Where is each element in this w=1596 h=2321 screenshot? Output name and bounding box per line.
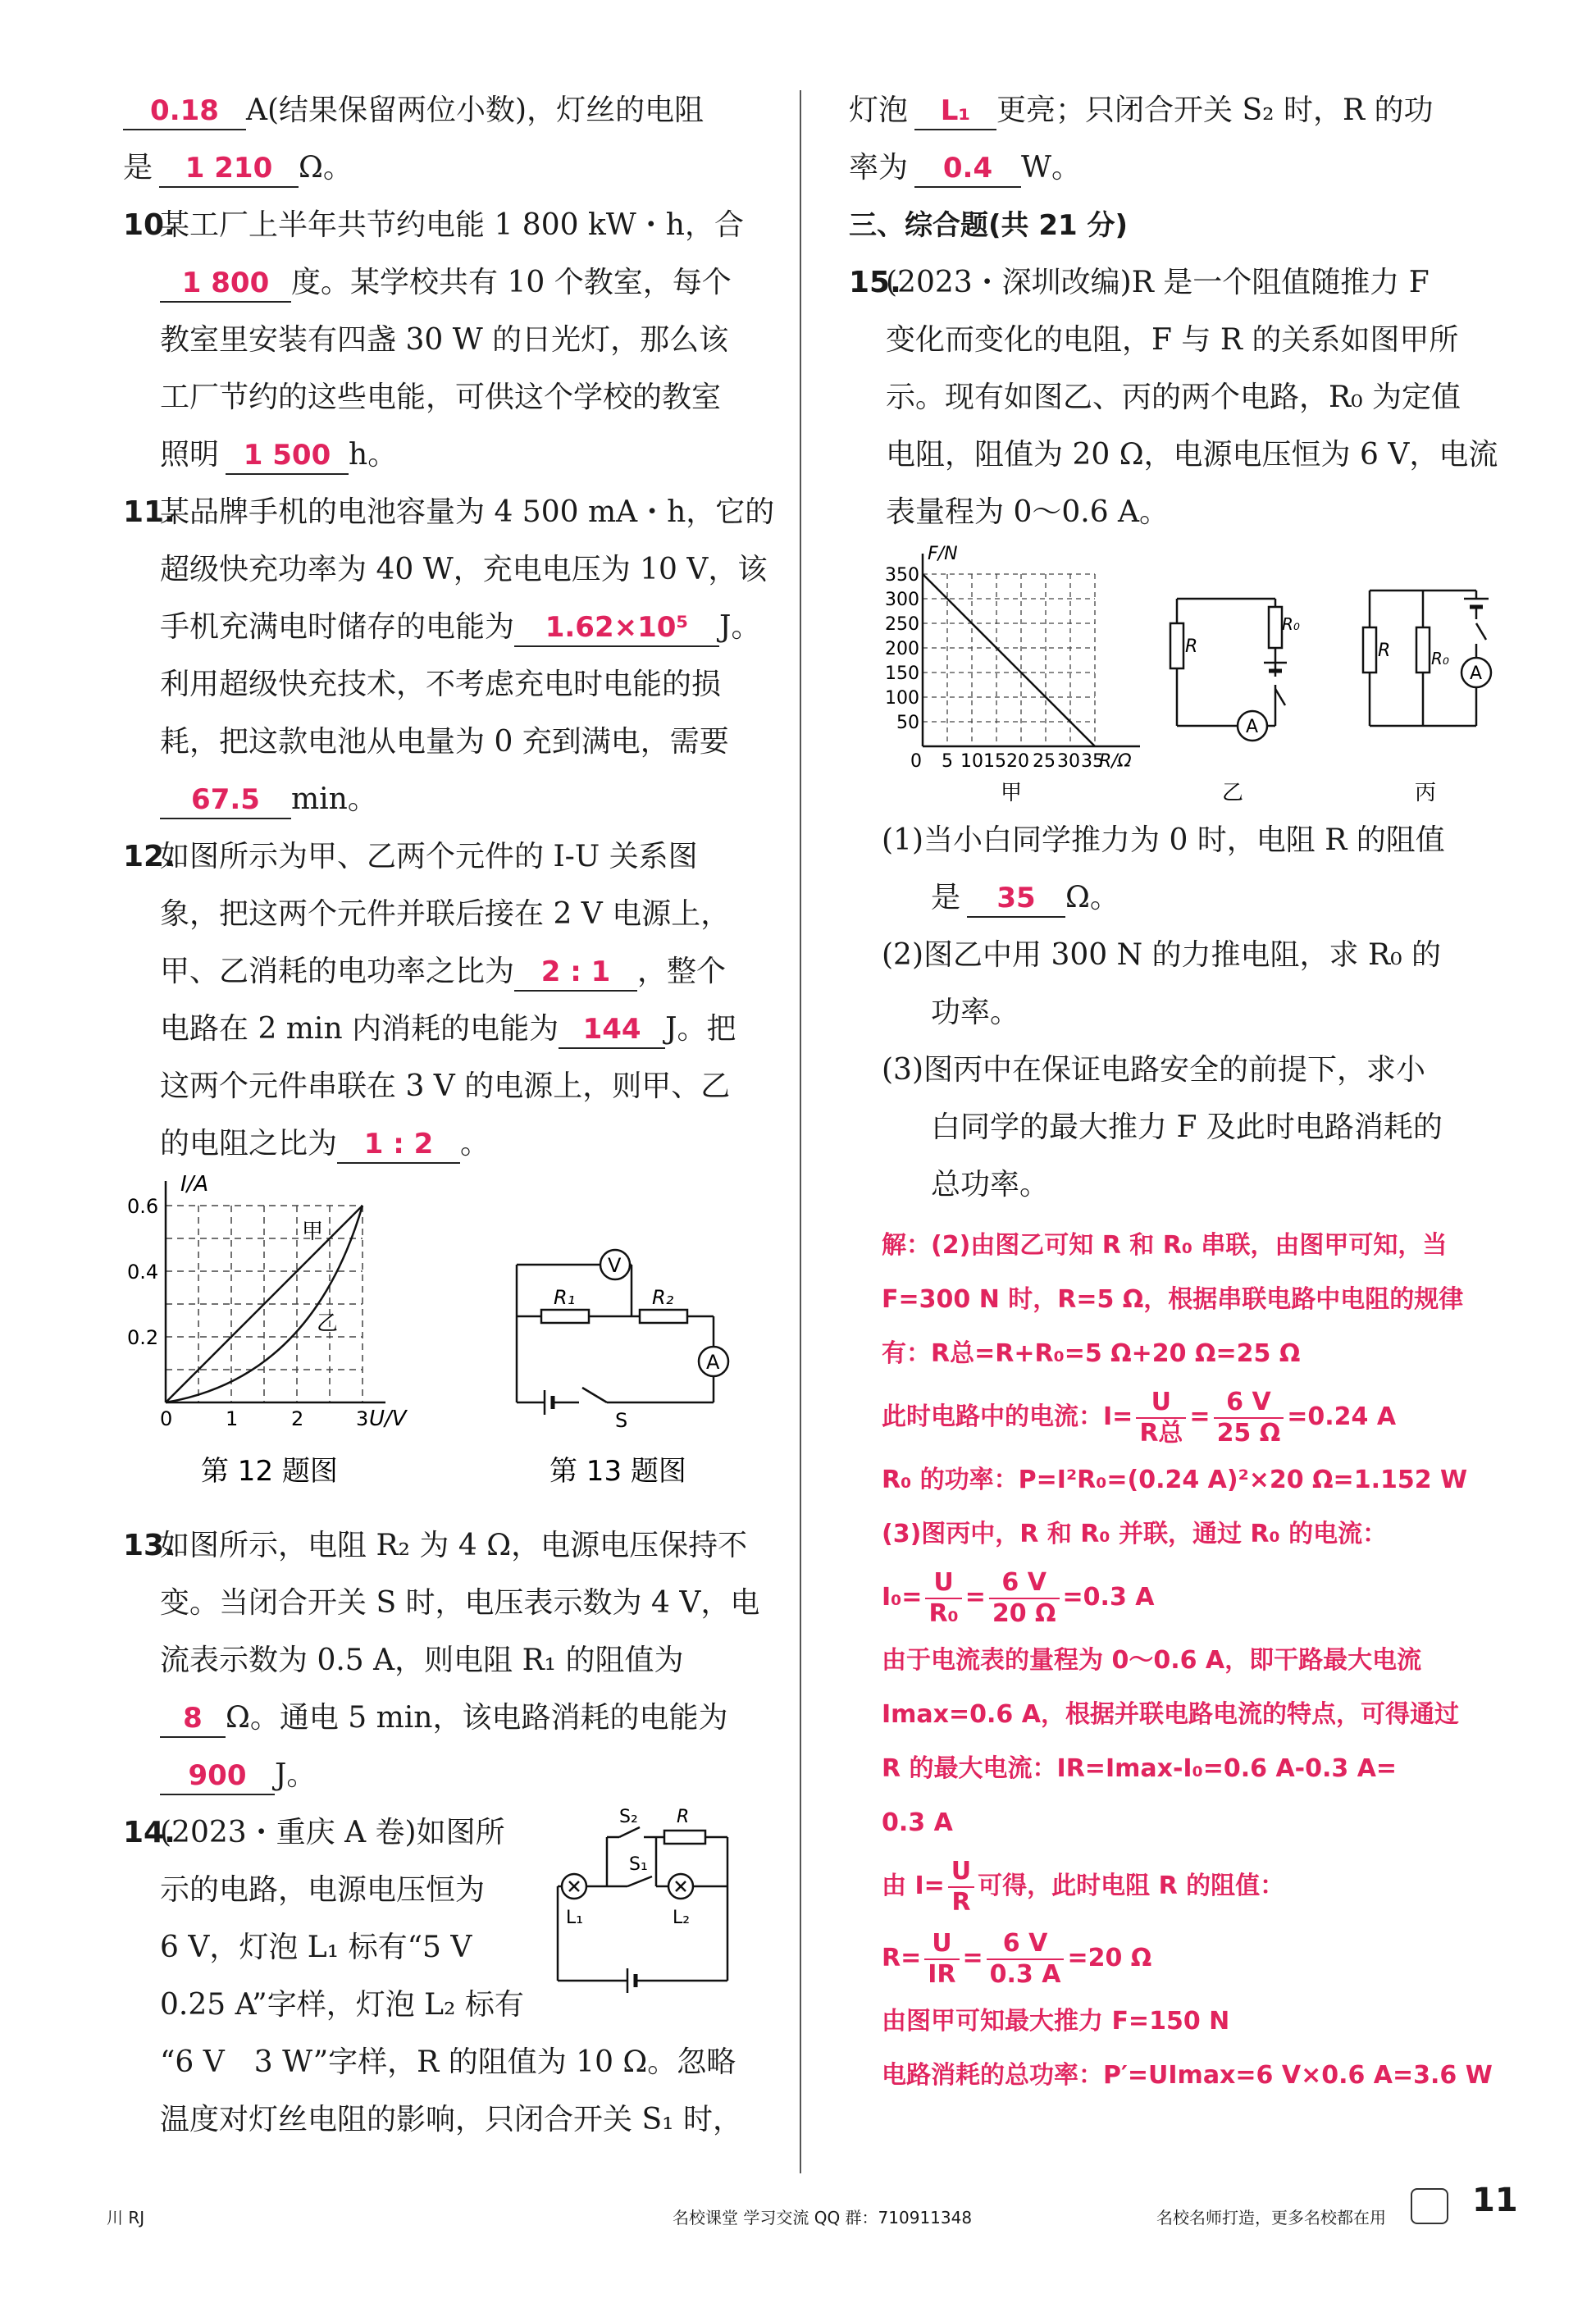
- caption-bing: 丙: [1415, 781, 1437, 805]
- r0-label: R₀: [1282, 614, 1300, 634]
- y-axis-label: F/N: [928, 544, 958, 564]
- x-tick: 20: [1006, 751, 1029, 772]
- question-14: 14.(2023・重庆 A 卷)如图所 示的电路，电源电压恒为 6 V，灯泡 L₁ 标有“5 V 0.25 A”字样，灯泡 L₂ 标有 “6 V 3 W”字样，R 的阻值为 10 Ω。忽略 温度对灯丝电阻的影响，只闭合开关 S₁ 时， S₂ S₁ R L₁ L₂: [123, 1804, 771, 2149]
- question-11: 11.某品牌手机的电池容量为 4 500 mA・h，它的 超级快充功率为 40 W，充电电压为 10 V，该 手机充满电时储存的电能为 1.62×10⁵ J。 利用超级快充技术，不考虑充电时电能的损 耗，把这款电池从电量为 0 充到满电，需要 67.5 min。: [123, 484, 771, 828]
- figure-15-svg: [849, 541, 1501, 812]
- left-column: 0.18 A(结果保留两位小数)，灯丝的电阻 是 1 210 Ω。 10.某工厂上半年共节约电能 1 800 kW・h，合 1 800 度。某学校共有 10 个教室，每个 教室里安装有四盏 30 W 的日光灯，那么该 工厂节约的这些电能，可供这个学校的教室 照明 1 500 h。 11.某品牌手机的电池容量为 4 500 mA・h，它的 超级快充功率为 40 W，充电电压为 10 V，该 手机充满电时储存的电能为 1.62×10⁵ J。 利用超级快充技术，不考虑充电时电能的损 耗，把这款电池从电量为 0 充到满电，需要 67.5 min。 12.如图所示为甲、乙两个元件的 I-U 关系图 象，把这两个元件并联后接在 2 V 电源上， 甲、乙消耗的电功率之比为 2 : 1 ，整个 电路在 2 min 内消耗的电能为 144 J。把 这两个元件串联在 3 V 的电源上，则甲、乙 的电阻之比为 1 : 2 。 I/A U/V 0.6 0.4 0.2 0 1 2 3 甲 乙 第 12 题图 V A R₁ R₂ S 第 13 题图 13.如图所示，电阻 R₂ 为 4 Ω，电源电压保持不 变。当闭合开关 S 时，电压表示数为 4 V，电 流表示数为 0.5 A，则电阻 R₁ 的阻值为 8 Ω。通电 5 min，该电路消耗的电能为 900 J。 14.(2023・重庆 A 卷)如图所 示的电路，电源电压恒为 6 V，灯泡 L₁ 标有“5 V 0.25 A”字样，灯泡 L₂ 标有 “6 V 3 W”字样，R 的阻值为 10 Ω。忽略 温度对灯丝电阻的影响，只闭合开关 S₁ 时， S₂ S₁ R L₁ L₂: [123, 82, 771, 2149]
- r-label: R: [1378, 641, 1391, 661]
- circuit-14: [537, 1804, 750, 1993]
- y-tick: 150: [885, 663, 919, 684]
- r1-label: R₁: [554, 1286, 576, 1309]
- x-tick: 0: [160, 1407, 173, 1430]
- subquestions: (1)当小白同学推力为 0 时，电阻 R 的阻值 是 35 Ω。 (2)图乙中用 300 N 的力推电阻，求 R₀ 的 功率。 (3)图丙中在保证电路安全的前提下，求小 白同学的最大推力 F 及此时电路消耗的 总功率。: [882, 823, 1445, 1202]
- answer-blank: 1 210: [159, 150, 299, 188]
- answer-blank: 8: [160, 1700, 226, 1738]
- iu-graph: [127, 1173, 408, 1431]
- page-number: 11: [1472, 2182, 1518, 2219]
- question-10: 10.某工厂上半年共节约电能 1 800 kW・h，合 1 800 度。某学校共有 10 个教室，每个 教室里安装有四盏 30 W 的日光灯，那么该 工厂节约的这些电能，可供这个学校的教室 照明 1 500 h。: [123, 197, 771, 484]
- ammeter-label: A: [1246, 717, 1259, 737]
- question-15: 15.(2023・深圳改编)R 是一个阻值随推力 F 变化而变化的电阻，F 与 R 的关系如图甲所 示。现有如图乙、丙的两个电路，R₀ 为定值 电阻，阻值为 20 Ω，电源电压恒为 6 V，电流 表量程为 0～0.6 A。: [849, 266, 1498, 529]
- answer-blank: 1 800: [160, 265, 291, 303]
- x-tick: 5: [942, 751, 953, 772]
- answer-blank: 1.62×10⁵: [514, 609, 719, 647]
- answer-blank: 0.18: [123, 93, 246, 130]
- footer-left: 川 RJ: [107, 2208, 145, 2228]
- fr-graph: [885, 544, 1140, 805]
- y-axis-label: I/A: [180, 1173, 209, 1197]
- x-tick: 0: [910, 751, 922, 772]
- circuit-13: [517, 1250, 728, 1415]
- caption-yi: 乙: [1222, 781, 1244, 805]
- y-tick: 50: [896, 713, 919, 733]
- footer-right: 名校名师打造，更多名校都在用: [1156, 2208, 1386, 2228]
- y-tick: 0.4: [127, 1261, 159, 1284]
- answer-blank: 144: [559, 1011, 665, 1049]
- figure-12-caption: 第 12 题图: [201, 1455, 338, 1488]
- x-tick: 1: [226, 1407, 239, 1430]
- answer-blank: L₁: [914, 93, 996, 130]
- answer-blank: 1 : 2: [337, 1126, 460, 1164]
- figure-12-13-svg: [123, 1173, 771, 1517]
- y-tick: 300: [885, 590, 919, 610]
- ammeter-label: A: [1470, 663, 1483, 684]
- circuit-yi: [1170, 599, 1287, 741]
- answer-blank: 1 500: [226, 437, 349, 475]
- x-tick: 35: [1081, 751, 1104, 772]
- r-label: R: [1185, 636, 1198, 657]
- l1-label: L₁: [566, 1908, 584, 1928]
- s1-label: S₁: [629, 1854, 648, 1875]
- right-column: 灯泡 L₁ 更亮；只闭合开关 S₂ 时，R 的功 率为 0.4 W。 三、综合题(共 21 分) 15.(2023・深圳改编)R 是一个阻值随推力 F 变化而变化的电阻，F 与 R 的关系如图甲所 示。现有如图乙、丙的两个电路，R₀ 为定值 电阻，阻值为 20 Ω，电源电压恒为 6 V，电流 表量程为 0～0.6 A。 F/N R/Ω 350 300 250 200 150 100 50 0 5 10 15 20 25 30 35 甲 R R₀ A 乙 R R₀ A 丙 (1)当小白同学推力为 0 时，电阻 R 的阻值 是 35 Ω。 (2)图乙中用 300 N 的力推电阻，求 R₀ 的 功率。 (3)图丙中在保证电路安全的前提下，求小 白同学的最大推力 F 及此时电路消耗的 总功率。 解：(2)由图乙可知 R 和 R₀ 串联，由图甲可知，当 F=300 N 时，R=5 Ω，根据串联电路中电阻的规律 有：R总=R+R₀=5 Ω+20 Ω=25 Ω 此时电路中的电流：I= $\frac{U}{\text{R总}}$ = $\frac{6 V}{25 \Omega}$ =0.24 A R₀ 的功率：P=I²R₀=(0.24 A)²×20 Ω=1.152 W (3)图丙中，R 和 R₀ 并联，通过 R₀ 的电流： I₀= $\frac{U}{\text{R₀}}$ = $\frac{6 V}{20 \Omega}$ =0.3 A 由于电流表的量程为 0～0.6 A，即干路最大电流 Imax=0.6 A，根据并联电路电流的特点，可得通过 R 的最大电流：IR=Imax-I₀=0.6 A-0.3 A= 0.3 A 由 I= $\frac{U}{R}$ 可得，此时电阻 R 的阻值： R= $\frac{U}{IR}$ = $\frac{6 V}{0.3 A}$ =20 Ω 由图甲可知最大推力 F=150 N 电路消耗的总功率：P′=UImax=6 V×0.6 A=3.6 W: [849, 82, 1501, 2103]
- ammeter-label: A: [706, 1351, 720, 1374]
- r0-label: R₀: [1431, 649, 1449, 668]
- logo-icon: [1411, 2188, 1448, 2224]
- r2-label: R₂: [652, 1286, 674, 1309]
- y-tick: 0.2: [127, 1326, 159, 1349]
- y-tick: 100: [885, 688, 919, 709]
- figures-15: [849, 541, 1501, 812]
- x-tick: 15: [983, 751, 1006, 772]
- answer-blank: 35: [967, 880, 1065, 918]
- r-label: R: [677, 1807, 690, 1827]
- switch-label: S: [615, 1409, 628, 1432]
- voltmeter-label: V: [608, 1254, 622, 1277]
- answer-blank: 900: [160, 1758, 275, 1795]
- figure-13-caption: 第 13 题图: [549, 1455, 686, 1488]
- x-axis-label: R/Ω: [1099, 751, 1132, 772]
- question-12: 12.如图所示为甲、乙两个元件的 I-U 关系图 象，把这两个元件并联后接在 2 V 电源上， 甲、乙消耗的电功率之比为 2 : 1 ，整个 电路在 2 min 内消耗的电能为 144 J。把 这两个元件串联在 3 V 的电源上，则甲、乙 的电阻之比为 1 : 2 。: [123, 828, 771, 1173]
- x-tick: 3: [356, 1407, 369, 1430]
- caption-jia: 甲: [1001, 781, 1023, 805]
- x-axis-label: U/V: [369, 1407, 407, 1431]
- q9-continuation: 0.18 A(结果保留两位小数)，灯丝的电阻: [123, 82, 771, 139]
- solution: 解：(2)由图乙可知 R 和 R₀ 串联，由图甲可知，当 F=300 N 时，R=5 Ω，根据串联电路中电阻的规律 有：R总=R+R₀=5 Ω+20 Ω=25 Ω 此时电路中的电流：I= $\frac{U}{\text{R总}}$ = $\frac{6 V}{25 \Omega}$ =0.24 A R₀ 的功率：P=I²R₀=(0.24 A)²×20 Ω=1.152 W (3)图丙中，R 和 R₀ 并联，通过 R₀ 的电流： I₀= $\frac{U}{\text{R₀}}$ = $\frac{6 V}{20 \Omega}$ =0.3 A 由于电流表的量程为 0～0.6 A，即干路最大电流 Imax=0.6 A，根据并联电路电流的特点，可得通过 R 的最大电流：IR=Imax-I₀=0.6 A-0.3 A= 0.3 A 由 I= $\frac{U}{R}$ 可得，此时电阻 R 的阻值： R= $\frac{U}{IR}$ = $\frac{6 V}{0.3 A}$ =20 Ω 由图甲可知最大推力 F=150 N 电路消耗的总功率：P′=UImax=6 V×0.6 A=3.6 W: [882, 1231, 1493, 2090]
- s2-label: S₂: [619, 1807, 638, 1827]
- label-yi: 乙: [317, 1311, 339, 1336]
- l2-label: L₂: [673, 1908, 691, 1928]
- y-tick: 200: [885, 639, 919, 659]
- y-tick: 250: [885, 614, 919, 635]
- x-tick: 25: [1033, 751, 1056, 772]
- line-fr: [923, 574, 1095, 746]
- figures-12-13: [123, 1173, 771, 1517]
- x-tick: 30: [1057, 751, 1080, 772]
- x-tick: 10: [960, 751, 983, 772]
- footer-center: 名校课堂 学习交流 QQ 群：710911348: [673, 2208, 973, 2228]
- question-13: 13.如图所示，电阻 R₂ 为 4 Ω，电源电压保持不 变。当闭合开关 S 时，电压表示数为 4 V，电 流表示数为 0.5 A，则电阻 R₁ 的阻值为 8 Ω。通电 5 min，该电路消耗的电能为 900 J。: [123, 1517, 771, 1804]
- answer-blank: 2 : 1: [514, 954, 637, 992]
- x-tick: 2: [291, 1407, 304, 1430]
- y-tick: 0.6: [127, 1195, 159, 1218]
- label-jia: 甲: [302, 1220, 324, 1244]
- column-divider: [800, 90, 801, 2173]
- section-3-title: 三、综合题(共 21 分): [849, 209, 1129, 242]
- y-tick: 350: [885, 565, 919, 586]
- answer-blank: 67.5: [160, 782, 291, 819]
- answer-blank: 0.4: [914, 150, 1021, 188]
